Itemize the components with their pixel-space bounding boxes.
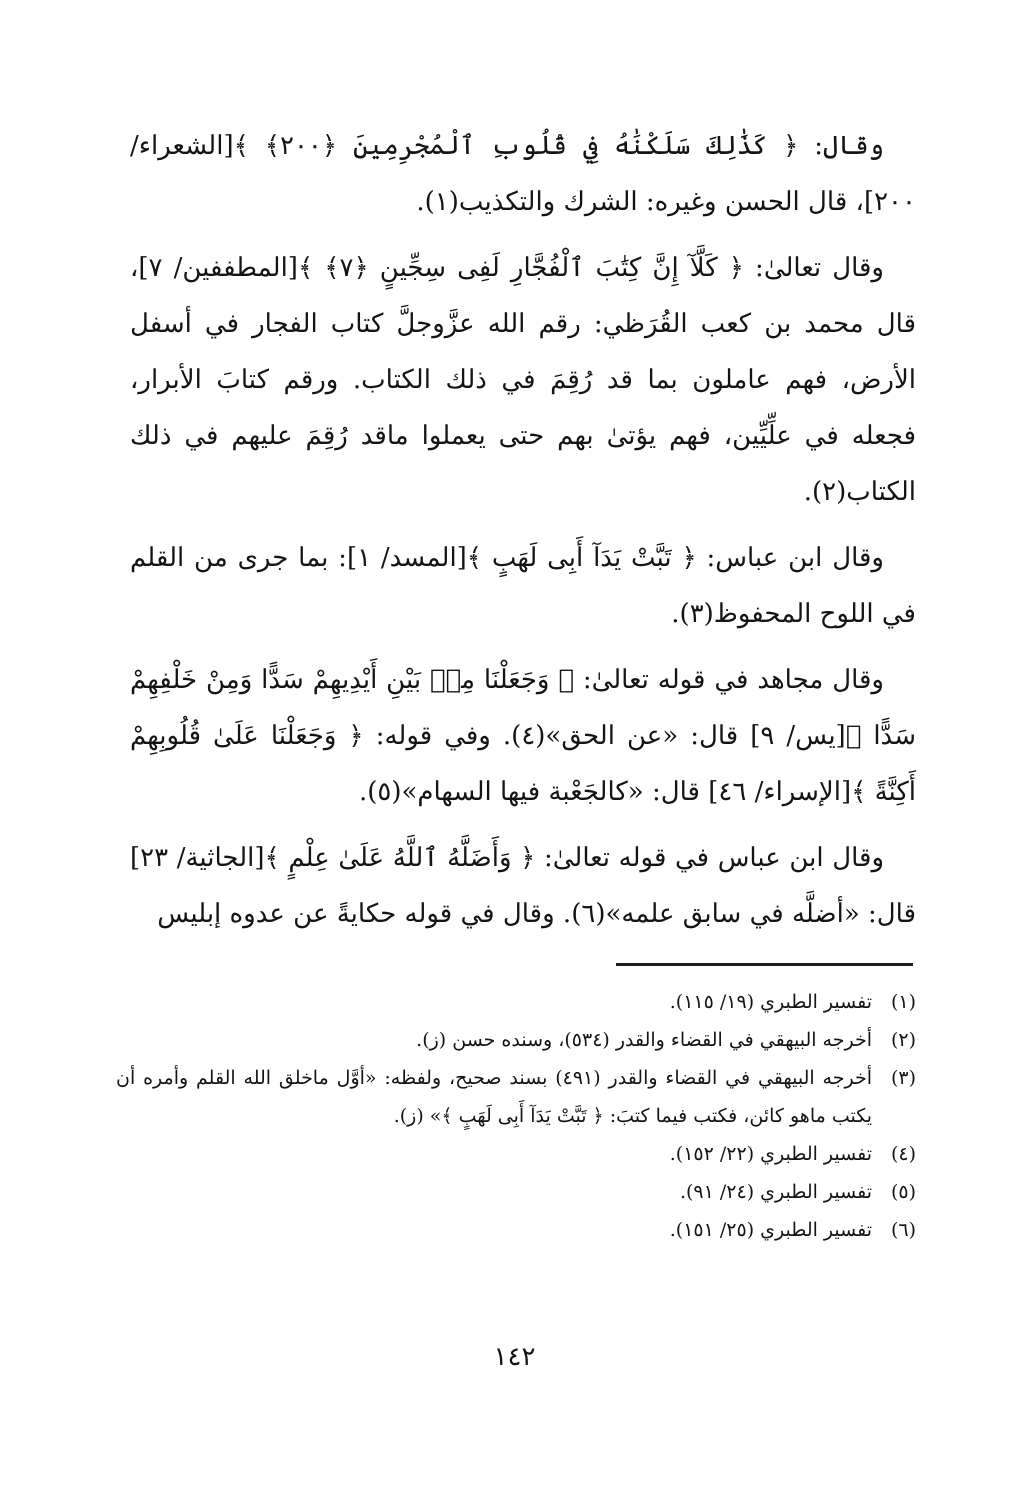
footnote-number: (٢): [890, 1029, 916, 1051]
footnote-1: [116, 983, 916, 1021]
paragraph-3: [130, 530, 916, 642]
footnote-number: (٦): [890, 1219, 916, 1241]
paragraph-1-text: وقال: ﴿ كَذَٰلِكَ سَلَكْنَٰهُ فِي قُلُوبِ ٱلْمُجْرِمِينَ ﴿٢٠٠﴾ ﴾[الشعراء/ ٢٠٠]، قال الحسن وغيره: الشرك والتكذيب(١).: [130, 131, 916, 217]
paragraph-4: [130, 652, 916, 820]
footnote-text: أخرجه البيهقي في القضاء والقدر (٤٩١) بسند صحيح، ولفظه: «أوَّل ماخلق الله القلم وأمره أن يكتب ماهو كائن، فكتب فيما كتبَ: ﴿ تَبَّتْ يَدَآ أَبِى لَهَبٍ ﴾» (ز).: [116, 1067, 872, 1127]
footnotes: [116, 983, 916, 1249]
paragraph-1: [130, 118, 916, 230]
paragraph-5: [130, 830, 916, 942]
footnote-text: تفسير الطبري (٢٤/ ٩١).: [679, 1181, 872, 1203]
paragraph-5-text: وقال ابن عباس في قوله تعالىٰ: ﴿ وَأَضَلَّهُ ٱللَّهُ عَلَىٰ عِلْمٍ ﴾[الجاثية/ ٢٣] قال: «أضلَّه في سابق علمه»(٦). وقال في قوله حكايةً عن عدوه إبليس: [130, 843, 916, 929]
footnote-text: تفسير الطبري (٢٥/ ١٥١).: [669, 1219, 872, 1241]
paragraph-3-text: وقال ابن عباس: ﴿ تَبَّتْ يَدَآ أَبِى لَهَبٍ ﴾[المسد/ ١]: بما جرى من القلم في اللوح المحفوظ(٣).: [130, 543, 916, 629]
footnote-4: [116, 1135, 916, 1173]
footnote-text: تفسير الطبري (٢٢/ ١٥٢).: [669, 1143, 872, 1165]
footnote-number: (٣): [890, 1067, 916, 1089]
footnote-text: أخرجه البيهقي في القضاء والقدر (٥٣٤)، وسنده حسن (ز).: [416, 1029, 872, 1051]
footnote-separator: [616, 963, 913, 966]
footnote-number: (٤): [890, 1143, 916, 1165]
paragraph-2-text: وقال تعالىٰ: ﴿ كَلَّآ إِنَّ كِتَٰبَ ٱلْفُجَّارِ لَفِى سِجِّينٍ ﴿٧﴾ ﴾[المطففين/ ٧]، قال محمد بن كعب القُرَظي: رقم الله عزَّوجلَّ كتاب الفجار في أسفل الأرض، فهم عاملون بما قد رُقِمَ في ذلك الكتاب. ورقم كتابَ الأبرار، فجعله في علِّيِّين، فهم يؤتىٰ بهم حتى يعملوا ماقد رُقِمَ عليهم في ذلك الكتاب(٢).: [130, 253, 916, 507]
footnote-6: [116, 1211, 916, 1249]
footnote-number: (١): [890, 991, 916, 1013]
footnote-2: [116, 1021, 916, 1059]
footnote-number: (٥): [890, 1181, 916, 1203]
footnote-3: [116, 1059, 916, 1135]
paragraph-4-text: وقال مجاهد في قوله تعالىٰ: ﴿ وَجَعَلْنَا مِنۢ بَيْنِ أَيْدِيهِمْ سَدًّا وَمِنْ خَلْفِهِمْ سَدًّا ﴾[يس/ ٩] قال: «عن الحق»(٤). وفي قوله: ﴿ وَجَعَلْنَا عَلَىٰ قُلُوبِهِمْ أَكِنَّةً ﴾[الإسراء/ ٤٦] قال: «كالجَعْبة فيها السهام»(٥).: [130, 665, 916, 807]
footnote-text: تفسير الطبري (١٩/ ١١٥).: [669, 991, 872, 1013]
footnote-5: [116, 1173, 916, 1211]
paragraph-2: [130, 240, 916, 520]
page-number: ١٤٢: [493, 1342, 536, 1372]
main-text: [130, 118, 916, 952]
